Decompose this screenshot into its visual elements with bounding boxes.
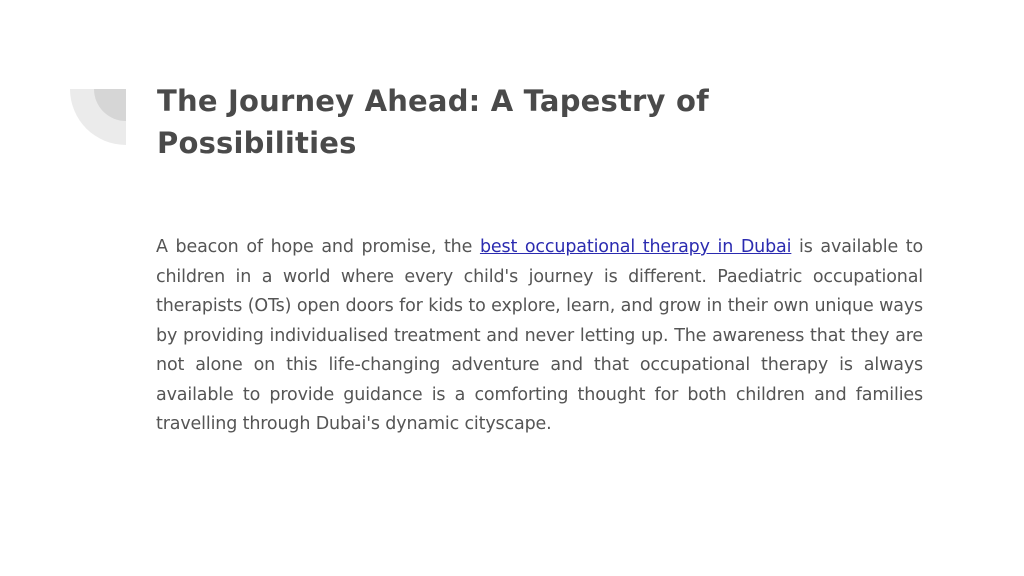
- paragraph-text-end: is available to children in a world where every child's journey is different. Paediatric occupational therapists (OTs) open doors for kids to explore, learn, and grow in their own unique ways by providing individualised treatment and never letting up. The awareness that they are not alone on this life-changing adventure and that occupational therapy is always available to provide guidance is a comforting thought for both children and families travelling through Dubai's dynamic cityscape.: [156, 237, 924, 434]
- body-paragraph: [156, 233, 923, 440]
- slide-title: The Journey Ahead: A Tapestry of Possibilities: [157, 84, 709, 160]
- paragraph-text-start: A beacon of hope and promise, the: [156, 237, 480, 257]
- decorative-quarter-circle-icon: [70, 89, 126, 145]
- occupational-therapy-link[interactable]: best occupational therapy in Dubai: [479, 237, 792, 257]
